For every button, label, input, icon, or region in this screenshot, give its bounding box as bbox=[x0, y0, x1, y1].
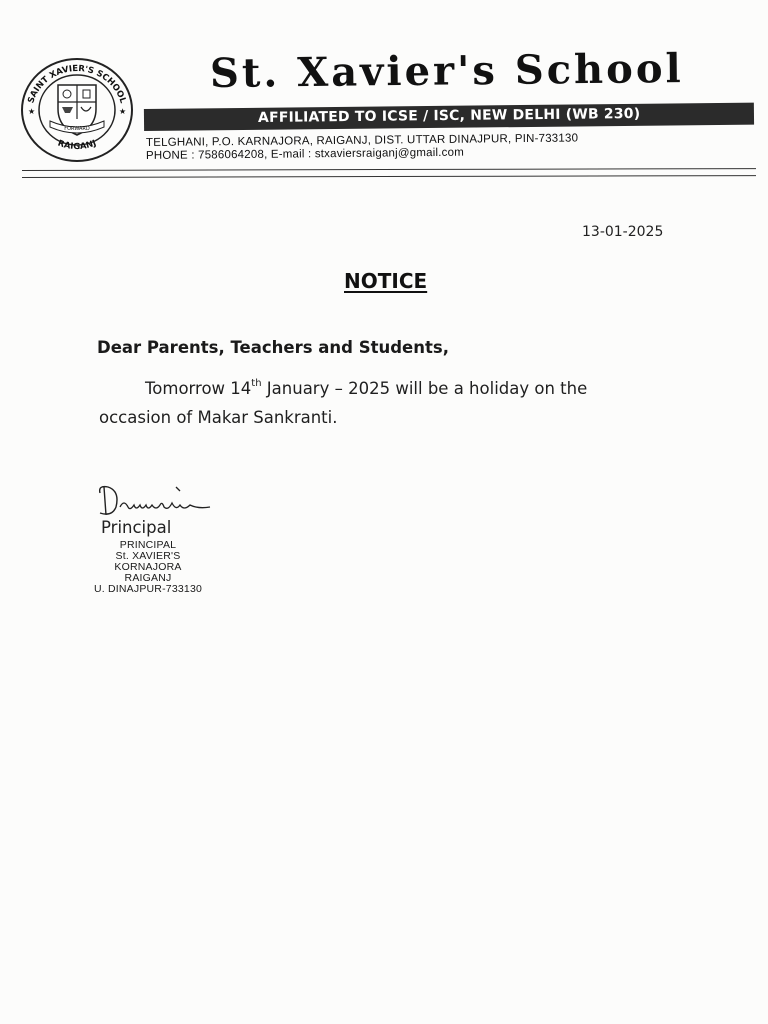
stamp-line: KORNAJORA bbox=[114, 561, 182, 573]
logo-motto: FORWARD bbox=[64, 126, 90, 132]
school-address: TELGHANI, P.O. KARNAJORA, RAIGANJ, DIST. UTTAR DINAJPUR, PIN-733130 bbox=[145, 132, 579, 149]
notice-body-start: Tomorrow 14 bbox=[145, 379, 252, 398]
stamp-line: St. XAVIER'S bbox=[115, 550, 181, 562]
svg-text:RAIGANJ bbox=[56, 138, 98, 152]
signatory-role: Principal bbox=[101, 518, 172, 537]
letterhead-divider-top bbox=[22, 168, 756, 171]
notice-body-ordinal: th bbox=[251, 378, 262, 389]
notice-body-rest: January – 2025 will be a holiday on the occasion of Makar Sankranti. bbox=[99, 379, 588, 427]
notice-salutation: Dear Parents, Teachers and Students, bbox=[97, 338, 449, 357]
stamp-line: U. DINAJPUR-733130 bbox=[93, 583, 203, 595]
stamp-line: PRINCIPAL bbox=[119, 539, 177, 551]
letterhead-divider-bottom bbox=[22, 175, 756, 178]
affiliation-text: AFFILIATED TO ICSE / ISC, NEW DELHI (WB 230) bbox=[257, 105, 641, 126]
notice-date: 13-01-2025 bbox=[582, 224, 664, 240]
svg-text:★: ★ bbox=[28, 107, 36, 116]
stamp-line: RAIGANJ bbox=[124, 572, 172, 584]
principal-signature bbox=[94, 481, 222, 523]
notice-body bbox=[99, 374, 659, 432]
principal-stamp bbox=[80, 540, 216, 595]
school-name: St. Xavier's School bbox=[209, 45, 684, 97]
logo-ring-top-text: SAINT XAVIER'S SCHOOL bbox=[26, 63, 128, 105]
logo-ring-bottom-text: RAIGANJ bbox=[56, 138, 98, 153]
notice-title: NOTICE bbox=[344, 269, 428, 293]
school-contact: PHONE : 7586064208, E-mail : stxaviersraiganj@gmail.com bbox=[145, 146, 465, 162]
school-crest-logo bbox=[20, 57, 134, 163]
svg-text:★: ★ bbox=[119, 107, 127, 116]
